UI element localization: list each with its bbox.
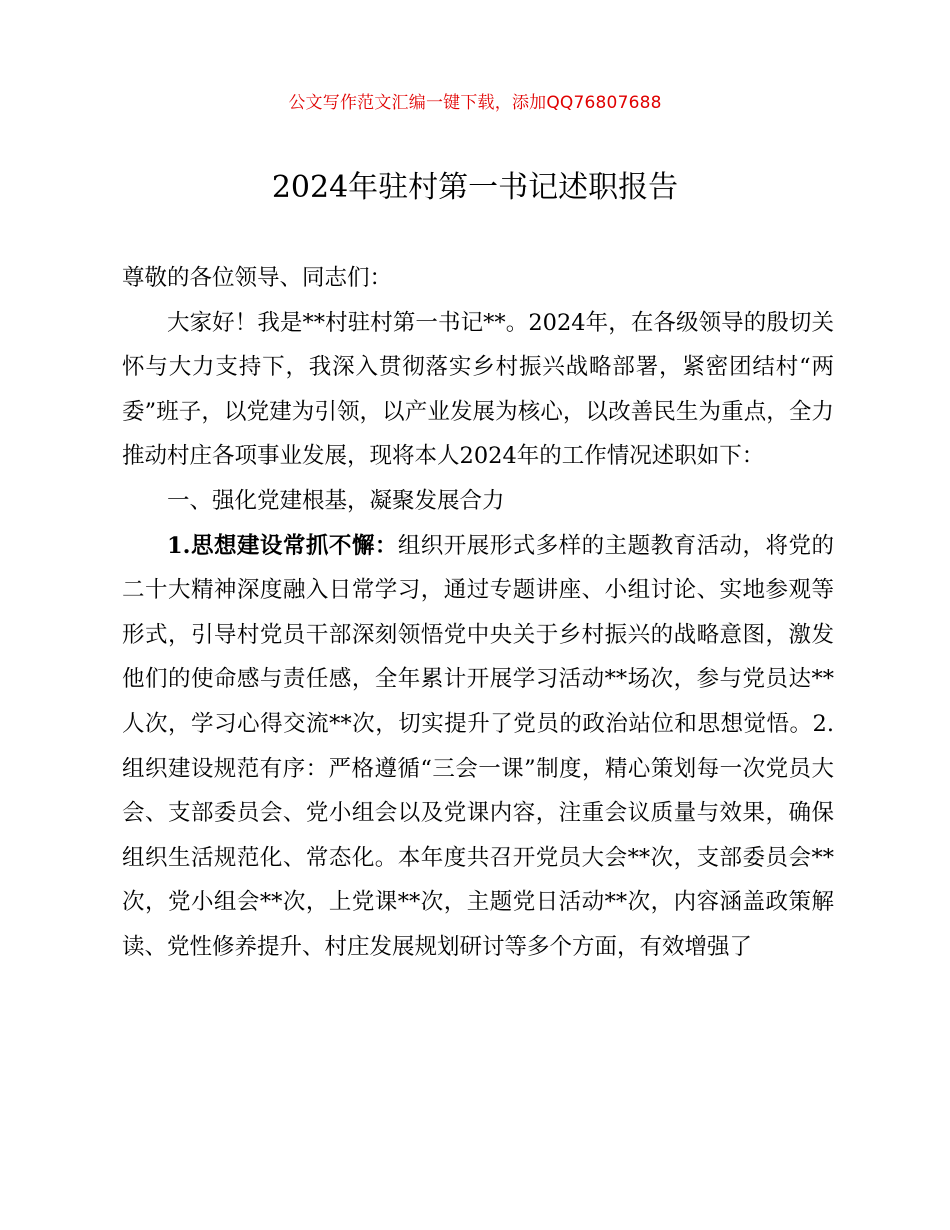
report-body <box>122 256 834 970</box>
download-note: 公文写作范文汇编一键下载，添加QQ76807688 <box>288 93 662 113</box>
item-1-text: 组织开展形式多样的主题教育活动，将党的二十大精神深度融入日常学习，通过专题讲座、小组讨论、实地参观等形式，引导村党员干部深刻领悟党中央关于乡村振兴的战略意图，激发他们的使命感与责任感，全年累计开展学习活动**场次，参与党员达**人次，学习心得交流**次，切实提升了党员的政治站位和思想觉悟。2.组织建设规范有序：严格遵循“三会一课”制度，精心策划每一次党员大会、支部委员会、党小组会以及党课内容，注重会议质量与效果，确保组织生活规范化、常态化。本年度共召开党员大会**次，支部委员会**次，党小组会**次，上党课**次，主题党日活动**次，内容涵盖政策解读、党性修养提升、村庄发展规划研讨等多个方面，有效增强了 <box>122 532 834 960</box>
section-heading-1: 一、强化党建根基，凝聚发展合力 <box>167 487 505 514</box>
page-title: 2024年驻村第一书记述职报告 <box>271 170 679 205</box>
intro-paragraph: 大家好！我是**村驻村第一书记**。2024年，在各级领导的殷切关怀与大力支持下，我深入贯彻落实乡村振兴战略部署，紧密团结村“两委”班子，以党建为引领，以产业发展为核心，以改善民生为重点，全力推动村庄各项事业发展，现将本人2024年的工作情况述职如下： <box>122 309 834 470</box>
section-1-paragraph <box>122 524 834 970</box>
item-1-lead: 1.思想建设常抓不懈： <box>167 532 398 559</box>
salutation: 尊敬的各位领导、同志们： <box>122 265 393 291</box>
